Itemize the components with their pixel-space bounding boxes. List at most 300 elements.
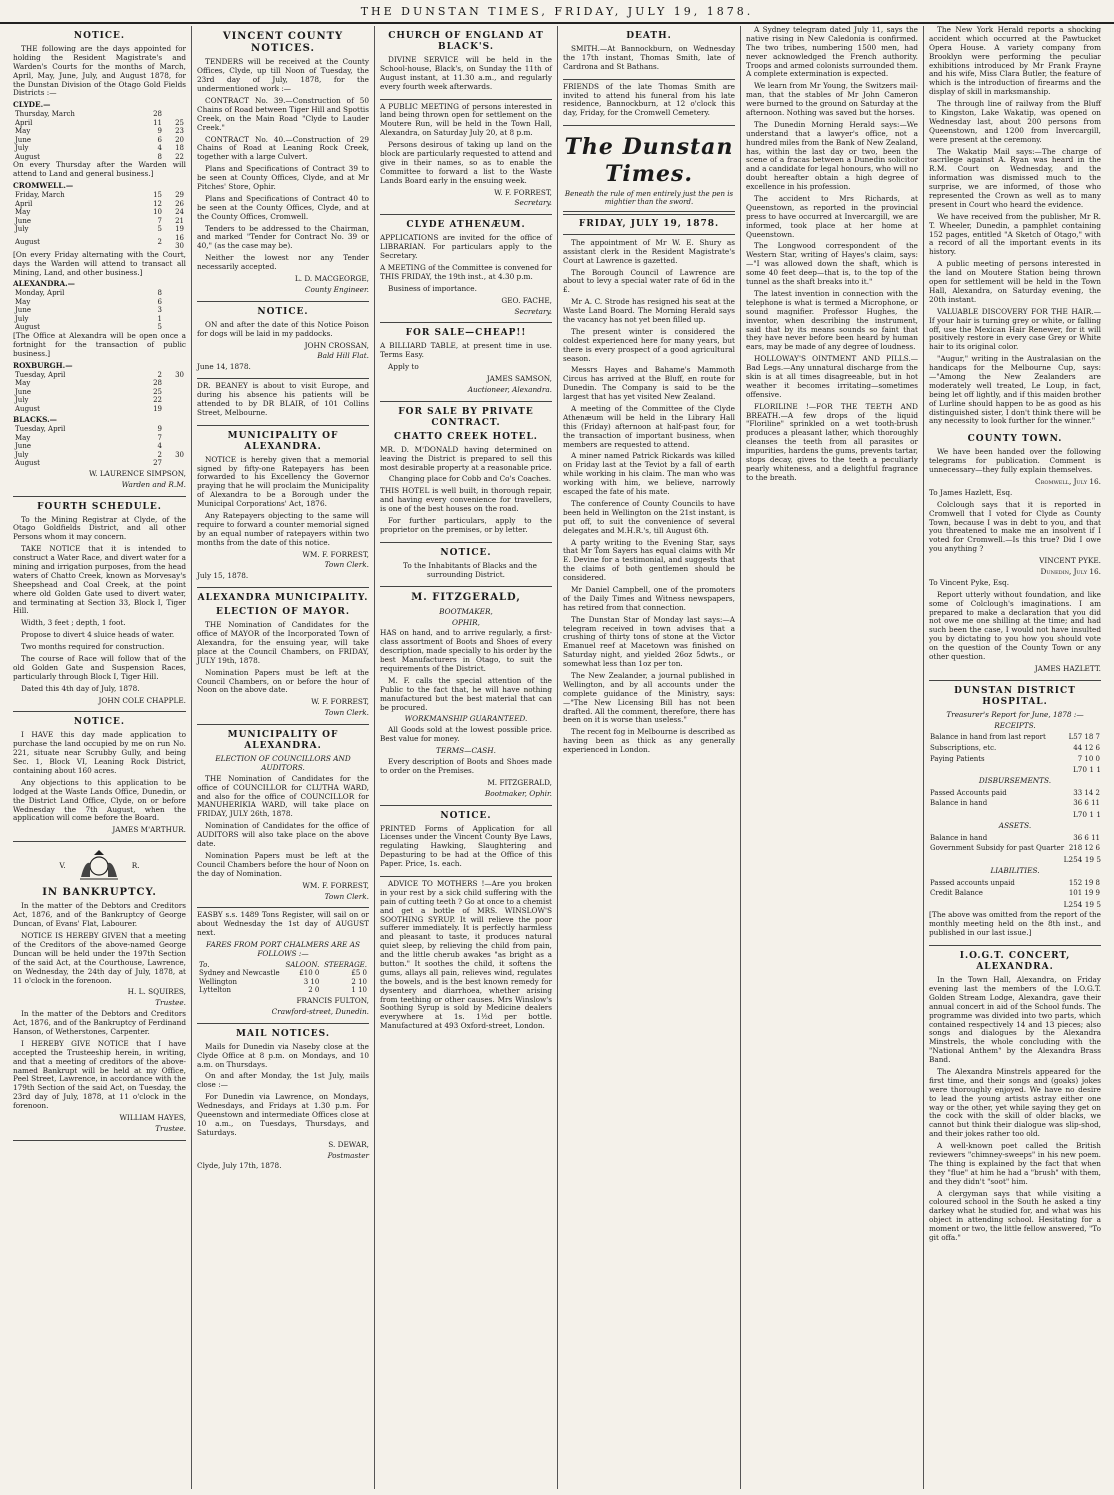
schedule-cell <box>164 459 186 468</box>
fares-table <box>197 961 369 995</box>
schedule-cell: 1 <box>157 314 162 323</box>
crest-left-letter: V. <box>59 860 66 870</box>
fourth-dated: Dated this 4th day of July, 1878. <box>21 683 140 693</box>
schedule-cell: 6 <box>157 135 162 144</box>
news-column-6 <box>929 26 1101 352</box>
fares-heading: FARES FROM PORT CHALMERS ARE AS FOLLOWS :— <box>206 940 360 958</box>
schedule-cell: 22 <box>175 152 184 161</box>
mun2-body: THE Nomination of Candidates for the office of MAYOR of the Incorporated Town of Alexandra, for the ensuing year, will take place at the Council Chambers, on FRIDAY, JULY 19th, 1878. <box>197 620 369 665</box>
mail-body2: On and after Monday, the 1st July, mails close :— <box>197 1071 369 1090</box>
shipping-notice <box>197 908 369 1023</box>
account-amount: 33 14 2 <box>1073 788 1100 797</box>
mail-date: Clyde, July 17th, 1878. <box>197 1161 282 1171</box>
notice-heading: NOTICE. <box>73 31 126 41</box>
news-column-5 <box>746 26 918 483</box>
schedule-cell <box>164 434 186 443</box>
schedule-cell: 4 <box>157 442 162 451</box>
bk2-body: I HEREBY GIVE NOTICE that I have accepted the Trusteeship herein, in writing, and that a meeting of creditors of the above-named Bankrupt will be held at my Office, Peel Street, Lawrence, in accordance with the 179th Section of the said Act, on Tuesday, the 23rd day of July, 1878, at 11 o'clock in the forenoon. <box>13 1038 186 1111</box>
schedule-cell: 19 <box>175 225 184 234</box>
alexandra-label: ALEXANDRA.— <box>13 279 75 289</box>
column-3 <box>374 26 557 1489</box>
n1-heading: NOTICE. <box>257 306 309 317</box>
death-notice <box>563 26 735 80</box>
schedule-cell <box>164 405 186 414</box>
county-town <box>929 429 1101 680</box>
county-signature2: JAMES HAZLETT. <box>1034 663 1101 673</box>
fares-cell: £5 0 <box>351 969 367 978</box>
schedule-row <box>13 191 186 200</box>
news-paragraph: A miner named Patrick Rickards was killed on Friday last at the Teviot by a fall of earth while working in his claim. The man who was working with him, we believe, narrowly escaped the fate of his mate. <box>563 451 735 497</box>
account-item: Passed Accounts paid <box>930 788 1007 797</box>
n1-date: June 14, 1878. <box>197 362 251 372</box>
schedule-cell: August <box>15 323 40 332</box>
mun3-body3: Nomination Papers must be left at the Council Chambers before the hour of Noon on the day of Nomination. <box>197 850 369 878</box>
account-amount: 44 12 6 <box>1073 744 1100 752</box>
schedule-cell: June <box>15 442 31 451</box>
mun3-body2: Nomination of Candidates for the office of AUDITORS will also take place on the above date. <box>197 821 369 849</box>
pc-body: MR. D. M'DONALD having determined on leaving the District is prepared to sell this most desirable property at a reasonable price. <box>380 444 552 472</box>
news-paragraph: The conference of County Councils to have been held in Wellington on the 21st instant, is put off, to suit the convenience of several delegates and M.H.R.'s, till August 6th. <box>563 498 735 535</box>
mun3-sub: ELECTION OF COUNCILLORS AND AUDITORS. <box>215 754 351 772</box>
schedule-cell: July <box>15 450 29 459</box>
schedule-cell: August <box>15 404 40 413</box>
schedule-cell: May <box>15 127 31 136</box>
account-row <box>929 754 1101 765</box>
county-body3: Report utterly without foundation, and like some of Colclough's imaginations. I am prepared to make a declaration that you did not owe me one shilling at the time; and had such been the case, I would not have insulted you by dictating to you how you should vote on the question of the County Town or any other question. <box>929 589 1101 661</box>
receipts-table <box>929 732 1101 764</box>
schedule-row <box>13 315 186 324</box>
ship-body: EASBY s.s. 1489 Tons Register, will sail on or about Wednesday the 1st day of AUGUST next. <box>197 910 369 938</box>
account-amount: 36 6 11 <box>1073 799 1100 808</box>
schedule-cell: Monday, April <box>15 289 65 298</box>
fares-cell: Sydney and Newcastle <box>199 969 280 978</box>
schedule-row <box>13 425 186 434</box>
iogt-body: In the Town Hall, Alexandra, on Friday evening last the members of the I.O.G.T. Golden Stream Lodge, Alexandra, gave their annual concert in aid of the School funds. The programme was divided into two parts, which contained respectively 14 and 13 pieces; also songs and dialogues by the Alexandra Minstrels, the whole concluding with the "National Anthem" by the Alexandra Brass Band. <box>929 975 1101 1065</box>
schedule-cell: 30 <box>175 370 184 379</box>
news-paragraph: A public meeting of persons interested in the land on Moutere Station being thrown open for settlement will be held in the Town Hall, Alexandra, on Saturday evening, the 20th instant. <box>929 259 1101 304</box>
schedule-cell: 9 <box>157 127 162 136</box>
schedule-row <box>13 306 186 315</box>
schedule-cell: 28 <box>153 379 162 388</box>
cromwell-schedule <box>13 191 186 251</box>
schedule-row <box>13 451 186 460</box>
n2-heading: NOTICE. <box>440 810 492 821</box>
news-paragraph: Mr A. C. Strode has resigned his seat at the Waste Land Board. The Morning Herald says the vacancy has not yet been filled up. <box>563 297 735 325</box>
liab-total: L254 19 5 <box>1063 899 1101 909</box>
schedule-cell: 27 <box>153 459 162 468</box>
sale-apply: Apply to <box>388 362 419 372</box>
account-row <box>929 798 1101 809</box>
column-6 <box>923 26 1106 1489</box>
schedule-row <box>13 289 186 298</box>
schedule-row <box>13 225 186 234</box>
news-paragraph: The latest invention in connection with the telephone is what is termed a Microphone, or sound magnifier. Professor Hughes, the inventor, when describing the instrument, said that by its means sounds so faint that they have never before been heard by human ears, may be made of any degree of loudness. <box>746 288 918 352</box>
disb-label: DISBURSEMENTS. <box>978 775 1052 785</box>
disb-table <box>929 788 1101 809</box>
fitz-sub: BOOTMAKER, <box>439 606 493 616</box>
account-item: Government Subsidy for past Quarter <box>930 844 1065 853</box>
schedule-cell: June <box>15 216 31 225</box>
schedule-cell: May <box>15 297 31 306</box>
mun2-signature-title: Town Clerk. <box>324 708 369 718</box>
mail-heading: MAIL NOTICES. <box>236 1028 330 1039</box>
schedule-cell: June <box>15 306 31 315</box>
mun2-signature: W. F. FORREST, <box>311 697 369 707</box>
news-column-4 <box>563 239 735 755</box>
mun2-heading: ALEXANDRA MUNICIPALITY. <box>197 593 369 604</box>
fitz-guarantee: WORKMANSHIP GUARANTEED. <box>404 714 528 724</box>
news-paragraph: The New York Herald reports a shocking accident which occurred at the Pawtucket Opera House. A variety company from Brooklyn were performing the peculiar exhibitions introduced by Mr Frank Frayne and his wife, Miss Clara Butler, the feature of which is the introduction of firearms and the display of skill in marksmanship. <box>929 26 1101 97</box>
schedule-cell <box>164 298 186 307</box>
paper-motto: Beneath the rule of men entirely just the pen is mightier than the sword. <box>564 189 734 207</box>
news-paragraph: Messrs Hayes and Bahame's Mammoth Circus has arrived at the Bluff, en route for Dunedin. The Company is said to be the largest that has yet visited New Zealand. <box>563 365 735 402</box>
fitz-place: OPHIR, <box>452 617 480 627</box>
mun2-sub: ELECTION OF MAYOR. <box>215 607 351 618</box>
schedule-cell: 25 <box>153 387 162 396</box>
fitzgerald-ad <box>380 587 552 805</box>
bk1-body: NOTICE IS HEREBY GIVEN that a meeting of the Creditors of the above-named George Duncan will be held under the 197th Section of the said Act, at the Courthouse, Lawrence, on Wednesday, the 24th day of July, 1878, at 11 o'clock in the forenoon. <box>13 931 186 985</box>
fares-cell: Lyttelton <box>199 986 232 995</box>
fares-header-cell: STEERAGE. <box>324 960 367 969</box>
dateline: FRIDAY, JULY 19, 1878. <box>563 214 735 235</box>
county-body2: Colclough says that it is reported in Cromwell that I voted for Clyde as County Town, because I was in debt to you, and that you threatened to make me an insolvent if I voted for Cromwell.—Is this true? Did I owe you anything ? <box>929 499 1101 554</box>
liab-label: LIABILITIES. <box>990 865 1040 875</box>
schedule-cell: August <box>15 237 40 246</box>
royal-crest <box>13 849 186 883</box>
church-notice <box>380 26 552 100</box>
n-heading: NOTICE. <box>440 547 492 558</box>
fourth-schedule <box>13 497 186 713</box>
mun1-body: NOTICE is hereby given that a memorial signed by fifty-one Ratepayers has been forwarded to his Excellency the Governor praying that he will proclaim the Municipality of Alexandra to be a Borough under the Municipal Corporations' Act, 1876. <box>197 454 369 509</box>
iogt-concert <box>929 946 1101 1250</box>
funeral-body: FRIENDS of the late Thomas Smith are invited to attend his funeral from his late residence, Bannockburn, at 12 o'clock this day, Friday, for the Cromwell Cemetery. <box>563 81 735 118</box>
pm-signature: W. F. FORREST, <box>494 187 552 197</box>
mail-body3: For Dunedin via Lawrence, on Mondays, Wednesdays, and Fridays at 1.30 p.m. For Queenstown and intermediate Offices close at 10 a.m., on Tuesdays, Thursdays, and Saturdays. <box>197 1092 369 1137</box>
athenaeum <box>380 215 552 323</box>
schedule-cell: 25 <box>175 118 184 127</box>
poison-notice <box>197 302 369 379</box>
mail-notices <box>197 1024 369 1178</box>
pm-body2: Persons desirous of taking up land on the block are particularly requested to attend and give in their names, so as to enable the Committee to forward a list to the Waste Lands Board early in the ensuing week. <box>380 140 552 185</box>
fourth-heading: FOURTH SCHEDULE. <box>37 501 162 512</box>
news-paragraph: The Borough Council of Lawrence are about to levy a special water rate of 6d in the £. <box>563 267 735 295</box>
account-row <box>929 732 1101 743</box>
assets-label: ASSETS. <box>998 820 1032 830</box>
fares-cell: 2 10 <box>351 977 367 986</box>
schedule-cell: May <box>15 379 31 388</box>
fitz-body2: M. F. calls the special attention of the Public to the fact that, he will have nothing manufactured but the best material that can be procured. <box>380 675 552 712</box>
fares-cell: £10 0 <box>299 969 320 978</box>
death-heading: DEATH. <box>626 31 672 41</box>
account-item: Balance in hand <box>930 833 988 842</box>
bk2-signature: WILLIAM HAYES, <box>119 1112 186 1122</box>
schedule-row <box>13 442 186 451</box>
iogt-heading: I.O.G.T. CONCERT, ALEXANDRA. <box>959 951 1071 973</box>
death-body: SMITH.—At Bannockburn, on Wednesday the 17th instant, Thomas Smith, late of Cardrona and St Bathans. <box>563 43 735 71</box>
schedule-cell: 8 <box>157 289 162 298</box>
county-signature: VINCENT PYKE. <box>1039 556 1101 566</box>
news-paragraph: The New Zealander, a journal published in Wellington, and by all accounts under the complete guidance of the Ministry, says:—"The New Licensing Bill has not been drafted. All the comment, therefore, there has been on it is worse than useless." <box>563 670 735 725</box>
church-body: DIVINE SERVICE will be held in the School-house, Black's, on Sunday the 11th of August instant, at 11.30 a.m., and regularly every fourth week afterwards. <box>380 54 552 91</box>
schedule-cell: May <box>15 208 31 217</box>
news-paragraph: The Dunedin Morning Herald says:—We understand that a lawyer's office, not a hundred miles from the Bank of New Zealand, has, within the last day or two, been the scene of a fracas between a Dunedin solicitor and a candidate for legal honours, who will no doubt hereafter obtain a high degree of excellence in his profession. <box>746 119 918 192</box>
pc-body3: THIS HOTEL is well built, in thorough repair, and having every convenience for travellers, is one of the best houses on the road. <box>380 486 552 514</box>
schedule-cell: 21 <box>175 216 184 225</box>
land-notice <box>13 712 186 842</box>
schedule-cell: 30 <box>175 450 184 459</box>
columns <box>8 26 1106 1489</box>
bankruptcy-heading: IN BANKRUPTCY. <box>42 887 157 899</box>
disb-total: L70 1 1 <box>1072 809 1101 819</box>
iogt-body2: The Alexandra Minstrels appeared for the first time, and their songs and (goaks) jokes were thoroughly enjoyed. We have no desire to lead the young artists astray either one way or the other, yet while saying they get on the cock with the skill of older blacks, we cannot but think their dialogue was slip-shod, and their jokes rather too old. <box>929 1067 1101 1139</box>
schedule-cell: July <box>15 225 29 234</box>
news-paragraph: The present winter is considered the coldest experienced here for many years, but there is every prospect of a good agricultural season. <box>563 326 735 363</box>
beaney-body: DR. BEANEY is about to visit Europe, and during his absence his patients will be attended to by DR BLAIR, of 101 Collins Street, Melbourne. <box>197 381 369 417</box>
schedule-row <box>13 379 186 388</box>
advice-mothers <box>380 877 552 1038</box>
ath-body2: A MEETING of the Committee is convened for THIS FRIDAY, the 19th inst., at 4.30 p.m. <box>380 262 552 281</box>
hosp-sub: Treasurer's Report for June, 1878 :— <box>946 709 1084 719</box>
fares-cell: 1 10 <box>351 986 367 995</box>
sale-body: A BILLIARD TABLE, at present time in use. Terms Easy. <box>380 341 552 360</box>
schedule-cell: 5 <box>157 323 162 332</box>
schedule-cell: 26 <box>175 199 184 208</box>
notice2-signature: JAMES M'ARTHUR. <box>112 825 186 835</box>
sale-signature: JAMES SAMSON, <box>486 374 552 384</box>
bk2-signature-title: Trustee. <box>155 1123 186 1133</box>
news-paragraph: Mr Daniel Campbell, one of the promoters of the Daily Times and Witness newspapers, has retired from that connection. <box>563 584 735 612</box>
schedule-cell: 4 <box>157 144 162 153</box>
fitz-repair: Every description of Boots and Shoes made to order on the Premises. <box>380 757 552 775</box>
fourth-course: The course of Race will follow that of the old Golden Gate and Suspension Races, particularly through Block I, Tiger Hill. <box>13 653 186 681</box>
schedule-cell: 18 <box>175 144 184 153</box>
schedule-cell: 9 <box>157 425 162 434</box>
column-5 <box>740 26 923 1489</box>
schedule-row <box>13 200 186 209</box>
mayor-election <box>197 588 369 725</box>
schedule-cell <box>164 388 186 397</box>
vc-body: TENDERS will be received at the County Offices, Clyde, up till Noon of Tuesday, the 23rd day of July, 1878, for the undermentioned work :— <box>197 57 369 94</box>
blacks-notice <box>380 543 552 588</box>
account-item: Subscriptions, etc. <box>930 744 997 752</box>
court-notice <box>13 26 186 497</box>
pc-body2: Changing place for Cobb and Co's Coaches. <box>388 474 552 484</box>
receipts-label: RECEIPTS. <box>994 720 1036 730</box>
schedule-row <box>13 110 186 119</box>
schedule-cell: 12 <box>153 199 162 208</box>
column-2 <box>191 26 374 1489</box>
schedule-cell: 11 <box>153 118 162 127</box>
schedule-cell: August <box>15 152 40 161</box>
cromwell-note: [On every Friday alternating with the Court, days the Warden will attend to transact all Mining, Land, and other business.] <box>13 249 186 277</box>
schedule-row <box>13 371 186 380</box>
notice2-body2: Any objections to this application to be lodged at the Waste Lands Office, Dunedin, or the District Land Office, Clyde, on or before Wednesday the 7th August, when the application will come before the Board. <box>13 777 186 823</box>
schedule-row <box>13 298 186 307</box>
account-item: Credit Balance <box>930 889 983 898</box>
news-paragraph: The Dunstan Star of Monday last says:—A telegram received in town advises that a crushing of thirty tons of stone at the Victor Emanuel reef at Macetown was finished on Saturday night, and yielded 26oz 5dwts., or somewhat less than 1oz per ton. <box>563 614 735 669</box>
mun2-body2: Nomination Papers must be left at the Council Chambers, on or before the hour of Noon on the above date. <box>197 667 369 695</box>
schedule-row <box>13 208 186 217</box>
schedule-cell: 20 <box>175 135 184 144</box>
schedule-cell: July <box>15 396 29 405</box>
schedule-cell: June <box>15 135 31 144</box>
iogt-body3: A well-known poet called the British reviewers "chimney-sweeps" in his new poem. The thing is explained by the fact that when they "flue" at him he had a "brush" with them, and they didn't "soot" him. <box>929 1141 1101 1186</box>
hosp-heading: DUNSTAN DISTRICT HOSPITAL. <box>954 685 1076 707</box>
paper-title: The Dunstan Times. <box>564 134 734 188</box>
fares-header-cell: SALOON. <box>285 960 320 969</box>
account-amount: 101 19 9 <box>1068 889 1100 898</box>
mun1-signature: WM. F. FORREST, <box>302 549 369 559</box>
pm-body: A PUBLIC MEETING of persons interested in land being thrown open for settlement on the Moutere Run, will be held in the Town Hall, Alexandra, on Saturday July 20, at 8 p.m. <box>380 101 552 138</box>
bk1-signature-title: Trustee. <box>155 998 186 1008</box>
schedule-cell <box>164 442 186 451</box>
mun3-heading: MUNICIPALITY OF ALEXANDRA. <box>227 730 339 752</box>
pc-body4: For further particulars, apply to the proprietor on the premises, or by letter. <box>380 515 552 534</box>
vc-plans2: Plans and Specifications of Contract 40 to be seen at the County Offices, Clyde, and at the County Offices, Cromwell. <box>197 193 369 221</box>
schedule-row <box>13 136 186 145</box>
news-paragraph: VALUABLE DISCOVERY FOR THE HAIR.—If your hair is turning grey or white, or falling off, use the Mexican Hair Renewer, for it will positively restore in every case Grey or White hair to its original color. <box>929 306 1101 352</box>
mun1-date: July 15, 1878. <box>197 571 249 581</box>
schedule-row <box>13 459 186 468</box>
account-row <box>929 788 1101 799</box>
account-amount: 7 10 0 <box>1077 754 1100 763</box>
assets-table <box>929 833 1101 854</box>
ath-body3: Business of importance. <box>388 283 477 293</box>
news-paragraph: The Longwood correspondent of the Western Star, writing of Hayes's claim, says:—"I was allowed down the shaft, which is some 40 feet deep—that is, to the top of the tunnel as the shaft breaks into it." <box>746 241 918 287</box>
mun3-body: THE Nomination of Candidates for the office of COUNCILLOR for CLUTHA WARD, and also for the office of COUNCILLOR for MANUHERIKIA WARD, will take place on FRIDAY, JULY 26th, 1878. <box>197 773 369 819</box>
news-paragraph: A Sydney telegram dated July 11, says the native rising in New Caledonia is confirmed. The two tribes, numbering 1500 men, had never acknowledged the French authority. Troops and armed colonists surrounded them. A complete extermination is expected. <box>746 26 918 79</box>
fares-row <box>197 986 369 995</box>
municipality-notice <box>197 426 369 589</box>
vc-neither: Neither the lowest nor any Tender necessarily accepted. <box>197 253 369 272</box>
schedule-row <box>13 217 186 226</box>
fitz-body: HAS on hand, and to arrive regularly, a first-class assortment of Boots and Shoes of every description, made specially to his order by the best Manufacturers in Otago, to suit the requirements of the District. <box>380 628 552 674</box>
schedule-row <box>13 119 186 128</box>
clyde-label: CLYDE.— <box>13 100 51 110</box>
roxburgh-label: ROXBURGH.— <box>13 360 73 370</box>
bankruptcy <box>13 842 186 1141</box>
schedule-cell <box>164 289 186 298</box>
schedule-row <box>13 144 186 153</box>
mun3-signature: WM. F. FORREST, <box>302 880 369 890</box>
bk1-signature: H. L. SQUIRES, <box>127 987 186 997</box>
fitz-terms: TERMS—CASH. <box>436 746 496 756</box>
mun1-body2: Any Ratepayers objecting to the same will require to forward a counter memorial signed by an equal number of ratepayers within two months from the date of this notice. <box>197 511 369 547</box>
pm-signature-title: Secretary. <box>514 198 552 208</box>
county-place: Cromwell, July 16. <box>1035 476 1101 486</box>
ath-body: APPLICATIONS are invited for the office of LIBRARIAN. For particulars apply to the Secretary. <box>380 233 552 261</box>
schedule-cell: 24 <box>175 208 184 217</box>
liab-table <box>929 878 1101 899</box>
iogt-body4: A clergyman says that while visiting a coloured school in the South he asked a tiny darkey what he studied for, and what was his object in attending school. Hesitating for a moment or two, the little fellow answered, "To git offa." <box>929 1188 1101 1243</box>
account-item: Balance in hand from last report <box>930 733 1046 742</box>
news-paragraph: A meeting of the Committee of the Clyde Athenæum will be held in the Library Hall this (Friday) afternoon at half-past four, for the transaction of important business, when members are requested to attend. <box>563 404 735 449</box>
alexandra-note: [The Office at Alexandra will be open once a fortnight for the transaction of public business.] <box>13 331 186 358</box>
fitz-heading: M. FITZGERALD, <box>411 592 521 604</box>
n2-body: PRINTED Forms of Application for all Licenses under the Vincent County Bye Laws, regulating Hawking, Slaughtering and Depasturing to be had at the Office of this Paper. Price, 1s. each. <box>380 823 552 869</box>
fourth-months: Two months required for construction. <box>21 642 165 652</box>
county-place2: Dunedin, July 16. <box>1040 566 1101 576</box>
schedule-row <box>13 388 186 397</box>
schedule-cell: 5 <box>157 225 162 234</box>
schedule-row <box>13 396 186 405</box>
schedule-cell: 6 <box>157 297 162 306</box>
fourth-intro: To the Mining Registrar at Clyde, of the Otago Goldfields District, and all other Persons whom it may concern. <box>13 514 186 542</box>
ship-signature: FRANCIS FULTON, <box>296 995 369 1005</box>
ath-heading: CLYDE ATHENÆUM. <box>406 220 526 231</box>
schedule-cell: 2 <box>157 450 162 459</box>
account-row <box>929 878 1101 889</box>
schedule-cell: 15 <box>153 191 162 200</box>
schedule-cell: 8 <box>157 152 162 161</box>
news-paragraph: The accident to Mrs Richards, at Queenstown, as reported in the provincial press to have occurred at Invercargill, we are informed, took place at her home at Queenstown. <box>746 194 918 239</box>
mothers-body: ADVICE TO MOTHERS !—Are you broken in your rest by a sick child suffering with the pain of cutting teeth ? Go at once to a chemist and get a bottle of MRS. WINSLOW'S SOOTHING SYRUP. It will relieve the poor sufferer immediately. It is perfectly harmless and pleasant to taste, it produces natural quiet sleep, by relieving the child from pain, and the little cherub awakes "as bright as a button." It soothes the child, it softens the gums, allays all pain, relieves wind, regulates the bowels, and is the best known remedy for dysentery and diarrhoea, whether arising from teething or other causes. Mrs Winslow's Soothing Syrup is sold by Medicine dealers everywhere at 1s. 1½d per bottle. Manufactured at 493 Oxford-street, London. <box>380 879 552 1031</box>
augur-paragraph: "Augur," writing in the Australasian on the handicaps for the Melbourne Cup, says:—"Among the New Zealanders are moderately well treated, Le Loup, in fact, being let off lightly, and if this maiden brother of Lurline should happen to be as good as his distinguished sister, I don't think there will be any necessity to look further for the winner." <box>929 354 1101 426</box>
crest-icon <box>76 849 122 883</box>
vc-plans: Plans and Specifications of Contract 39 to be seen at County Offices, Clyde, and at Mr Pitches' Store, Ophir. <box>197 164 369 191</box>
account-amount: 218 12 6 <box>1068 844 1100 853</box>
schedule-row <box>13 434 186 443</box>
fares-row <box>197 978 369 987</box>
schedule-cell: Tuesday, April <box>15 370 66 379</box>
schedule-cell: August <box>15 459 40 468</box>
schedule-cell: Thursday, March <box>15 110 75 119</box>
fares-row <box>197 969 369 978</box>
forms-notice <box>380 806 552 877</box>
account-row <box>929 743 1101 754</box>
schedule-cell: June <box>15 387 31 396</box>
hosp-note: [The above was omitted from the report of the monthly meeting held on the 8th inst., and published in our last issue.] <box>929 910 1101 938</box>
account-amount: 152 19 8 <box>1068 878 1100 887</box>
mail-signature: S. DEWAR, <box>328 1139 369 1149</box>
alexandra-schedule <box>13 289 186 332</box>
private-contract <box>380 402 552 543</box>
crest-right-letter: R. <box>131 860 140 870</box>
news-paragraph: The appointment of Mr W. E. Shury as assistant clerk in the Resident Magistrate's Court at Lawrence is gazetted. <box>563 237 735 265</box>
mun1-signature-title: Town Clerk. <box>324 560 369 570</box>
fitz-goods: All Goods sold at the lowest possible price. Best value for money. <box>380 725 552 744</box>
bk1-intro: In the matter of the Debtors and Creditors Act, 1876, and of the Bankruptcy of George Duncan, of Evans' Flat, Labourer. <box>13 901 186 929</box>
funeral-notice <box>563 80 735 127</box>
mun3-signature-title: Town Clerk. <box>324 891 369 901</box>
clyde-schedule <box>13 110 186 161</box>
schedule-cell: April <box>15 118 33 127</box>
news-paragraph: A party writing to the Evening Star, says that Mr Tom Sayers has equal claims with Mr E. Devine for a testimonial, and suggests that the claims of both gentlemen should be considered. <box>563 537 735 583</box>
vc-tenders: Tenders to be addressed to the Chairman, and marked "Tender for Contract No. 39 or 40," (as the case may be). <box>197 223 369 251</box>
pc-heading: FOR SALE BY PRIVATE CONTRACT. <box>398 406 534 428</box>
notice-intro: THE following are the days appointed for holding the Resident Magistrate's and Warden's Courts for the months of March, April, May, June, July, and August 1878, for the Dunstan Division of the Otago Gold Fields Districts :— <box>13 43 186 98</box>
masthead: THE DUNSTAN TIMES, FRIDAY, JULY 19, 1878. <box>0 0 1114 24</box>
n1-signature: JOHN CROSSAN, <box>304 340 369 350</box>
schedule-cell: 23 <box>175 127 184 136</box>
hospital-report <box>929 681 1101 946</box>
n1-signature-place: Bald Hill Flat. <box>317 351 369 361</box>
schedule-row <box>13 127 186 136</box>
schedule-cell: 22 <box>153 396 162 405</box>
schedule-cell <box>164 110 186 119</box>
n-body: To the Inhabitants of Blacks and the surrounding District. <box>403 560 537 579</box>
councillor-election <box>197 725 369 908</box>
sale-heading: FOR SALE—CHEAP!! <box>405 328 527 339</box>
vc-heading: VINCENT COUNTY NOTICES. <box>222 31 344 55</box>
schedule-cell: July <box>15 144 29 153</box>
roxburgh-schedule <box>13 371 186 414</box>
fourth-body: TAKE NOTICE that it is intended to construct a Water Race, and divert water for a mining and irrigation purposes, from the head waters of Chatto Creek, known as Morvesay's Sheepshead and Coal Creek, at the point where old Golden Gate used to divert water, and terminating at Section 33, Block I, Tiger Hill. <box>13 544 186 616</box>
schedule-cell: 7 <box>157 433 162 442</box>
county-to: To James Hazlett, Esq. <box>929 487 1013 497</box>
schedule-cell: May <box>15 433 31 442</box>
public-meeting <box>380 100 552 216</box>
